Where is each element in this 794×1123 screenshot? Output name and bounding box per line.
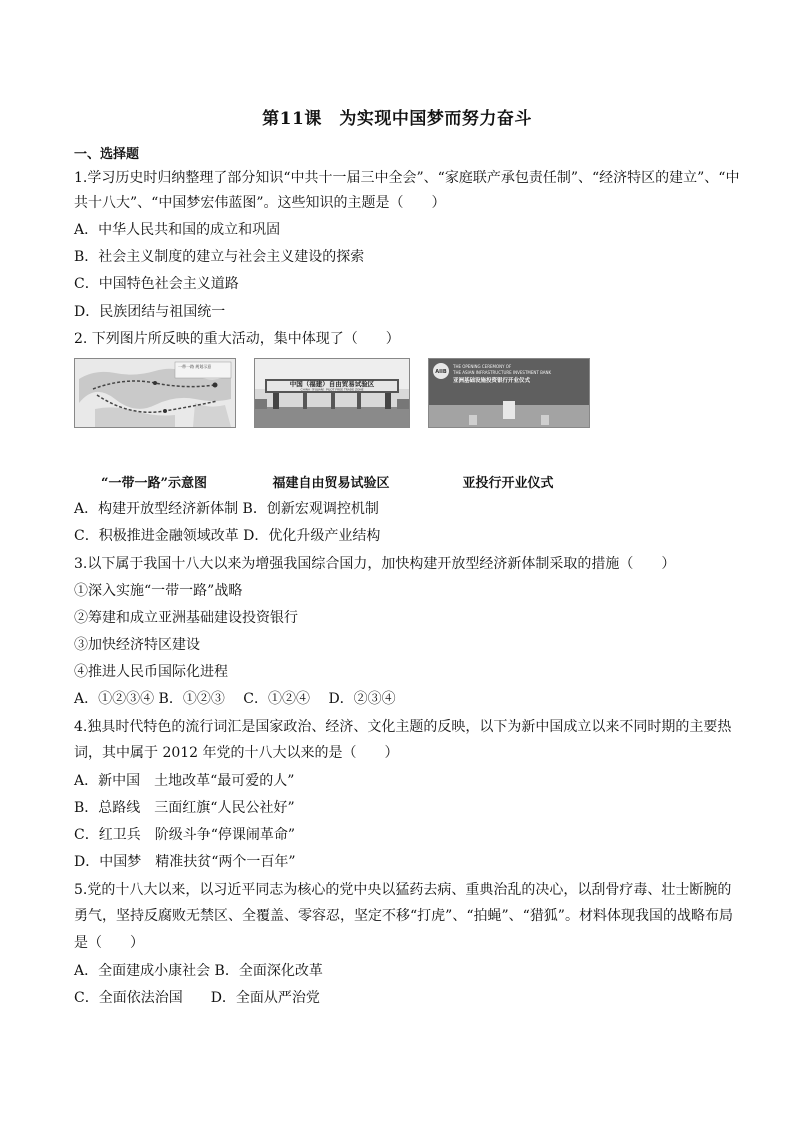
map-inner-label: 一带一路 规划示意 xyxy=(178,364,212,369)
image-caption-aiib: 亚投行开业仪式 xyxy=(462,476,554,491)
fujian-free-trade-zone-image xyxy=(254,358,410,428)
q3-item-1: ①深入实施“一带一路”战略 xyxy=(74,583,243,599)
q5-stem-line2: 勇气，坚持反腐败无禁区、全覆盖、零容忍，坚定不移“打虎”、“拍蝇”、“猎狐”。材料体现我国的战略布局 xyxy=(74,908,733,924)
ftz-sign-cn: 中国（福建）自由贸易试验区 xyxy=(289,380,375,388)
section-heading: 一、选择题 xyxy=(74,147,140,162)
q2-stem: 2. 下列图片所反映的重大活动，集中体现了（ ） xyxy=(74,331,400,347)
q5-options-cd: C．全面依法治国 D．全面从严治党 xyxy=(74,990,320,1006)
aiib-ceremony-image xyxy=(428,358,590,428)
q4-option-d: D．中国梦 精准扶贫“两个一百年” xyxy=(74,854,296,870)
q4-option-b: B．总路线 三面红旗“人民公社好” xyxy=(74,800,295,816)
q3-stem: 3.以下属于我国十八大以来为增强我国综合国力，加快构建开放型经济新体制采取的措施（ ） xyxy=(74,556,676,572)
q1-option-c: C．中国特色社会主义道路 xyxy=(74,276,239,292)
q4-stem-line2: 词，其中属于 2012 年党的十八大以来的是（ ） xyxy=(74,745,399,761)
q4-stem-line1: 4.独具时代特色的流行词汇是国家政治、经济、文化主题的反映，以下为新中国成立以来不同时期的主要热 xyxy=(74,719,732,735)
q1-option-b: B．社会主义制度的建立与社会主义建设的探索 xyxy=(74,249,365,265)
q3-options: A．①②③④ B．①②③ C．①②④ D．②③④ xyxy=(74,691,396,707)
q3-item-4: ④推进人民币国际化进程 xyxy=(74,664,228,680)
aiib-banner-cn: 亚洲基础设施投资银行开业仪式 xyxy=(453,378,531,384)
q1-stem-line1: 1.学习历史时归纳整理了部分知识“中共十一届三中全会”、“家庭联产承包责任制”、“经济特区的建立”、“中 xyxy=(74,170,740,186)
q2-options-cd: C．积极推进金融领域改革 D．优化升级产业结构 xyxy=(74,528,381,544)
q3-item-2: ②筹建和成立亚洲基础建设投资银行 xyxy=(74,610,298,626)
q4-option-c: C．红卫兵 阶级斗争“停课闹革命” xyxy=(74,827,296,843)
q1-option-a: A．中华人民共和国的成立和巩固 xyxy=(74,222,281,238)
aiib-banner-en1: THE OPENING CEREMONY OF xyxy=(453,364,512,369)
q5-stem-line1: 5.党的十八大以来，以习近平同志为核心的党中央以猛药去病、重典治乱的决心，以刮骨疗毒、壮士断腕的 xyxy=(74,882,732,898)
image-caption-fujian-ftz: 福建自由贸易试验区 xyxy=(272,476,390,491)
q3-item-3: ③加快经济特区建设 xyxy=(74,637,200,653)
aiib-logo-text: AIIB xyxy=(435,369,447,375)
q1-stem-line2: 共十八大”、“中国梦宏伟蓝图”。这些知识的主题是（ ） xyxy=(74,195,446,211)
q2-options-ab: A．构建开放型经济新体制 B．创新宏观调控机制 xyxy=(74,501,379,517)
q5-stem-line3: 是（ ） xyxy=(74,935,144,951)
page-title: 第11课 为实现中国梦而努力奋斗 xyxy=(262,109,532,129)
q5-options-ab: A．全面建成小康社会 B．全面深化改革 xyxy=(74,963,323,979)
belt-and-road-map-image xyxy=(74,358,236,428)
aiib-banner-en2: THE ASIAN INFRASTRUCTURE INVESTMENT BANK xyxy=(453,370,552,375)
image-caption-belt-road: “一带一路”示意图 xyxy=(101,476,207,491)
ftz-sign-en: CHINA（FUJIAN）PILOT FREE TRADE ZONE xyxy=(300,387,364,392)
q4-option-a: A．新中国 土地改革“最可爱的人” xyxy=(74,773,295,789)
q1-option-d: D．民族团结与祖国统一 xyxy=(74,304,226,320)
